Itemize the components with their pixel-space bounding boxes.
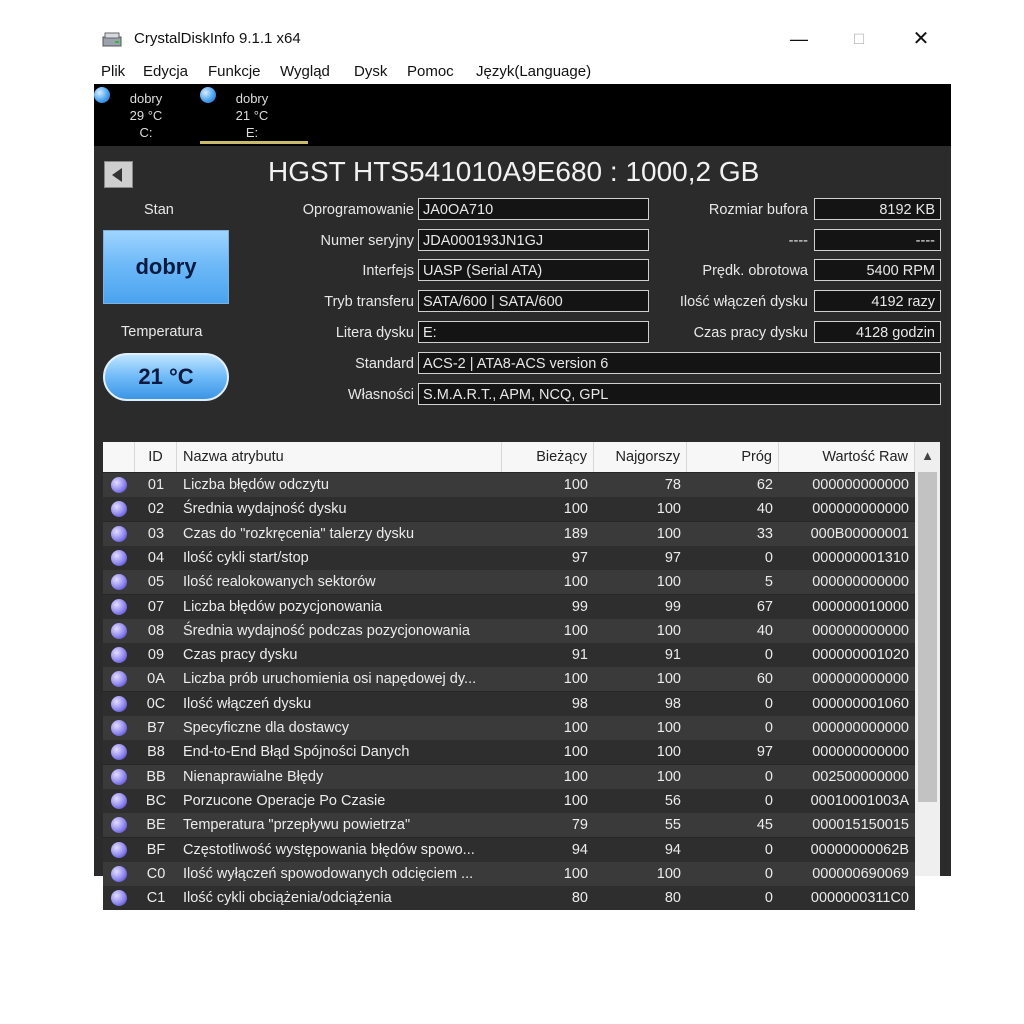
drive-letter: C:: [139, 125, 153, 140]
table-row[interactable]: [103, 522, 915, 546]
cell-id: 02: [147, 501, 165, 518]
table-row[interactable]: [103, 667, 915, 691]
cell-id: 0C: [146, 695, 166, 712]
status-good-icon: [111, 671, 127, 687]
status-good-icon: [111, 623, 127, 639]
cell-threshold: 0: [764, 768, 773, 785]
header-status: [103, 442, 135, 472]
drive-status: dobry: [129, 91, 163, 106]
cell-threshold: 0: [764, 792, 773, 809]
cell-raw: 000000001060: [812, 695, 909, 712]
status-good-icon: [111, 744, 127, 760]
cell-raw: 00010001003A: [810, 792, 909, 809]
cell-current: 99: [571, 598, 588, 615]
cell-name: Średnia wydajność podczas pozycjonowania: [183, 622, 470, 639]
header-id[interactable]: ID: [135, 442, 177, 472]
cell-current: 94: [571, 841, 588, 858]
cell-raw: 000015150015: [812, 817, 909, 834]
status-good-icon: [111, 720, 127, 736]
menu-disk[interactable]: Dysk: [354, 63, 388, 80]
header-threshold[interactable]: Próg: [687, 442, 779, 472]
drive-tabs: [94, 84, 951, 146]
scroll-thumb[interactable]: [918, 472, 937, 802]
table-row[interactable]: [103, 765, 915, 789]
cell-id: 0A: [147, 671, 165, 688]
cell-threshold: 0: [764, 695, 773, 712]
cell-current: 100: [563, 622, 588, 639]
firmware-value: JA0OA710: [418, 198, 649, 220]
cell-worst: 99: [664, 598, 681, 615]
cell-current: 189: [563, 525, 588, 542]
cell-current: 100: [563, 501, 588, 518]
table-row[interactable]: [103, 497, 915, 521]
transfer-mode-value: SATA/600 | SATA/600: [418, 290, 649, 312]
power-on-hours-label: Czas pracy dysku: [693, 325, 808, 341]
table-row[interactable]: [103, 716, 915, 740]
cell-id: C1: [146, 890, 166, 907]
header-current[interactable]: Bieżący: [502, 442, 594, 472]
menu-bar: [94, 60, 951, 84]
table-row[interactable]: [103, 473, 915, 497]
cell-threshold: 0: [764, 841, 773, 858]
cell-name: Ilość realokowanych sektorów: [183, 574, 376, 591]
drive-letter-label: Litera dysku: [335, 325, 414, 341]
cell-id: B8: [147, 744, 165, 761]
cell-worst: 100: [656, 525, 681, 542]
cell-threshold: 62: [756, 477, 773, 493]
table-row[interactable]: [103, 643, 915, 667]
cell-current: 98: [571, 695, 588, 712]
cell-worst: 78: [664, 477, 681, 493]
cell-raw: 000000000000: [812, 720, 909, 736]
table-header: [103, 442, 915, 472]
cell-current: 91: [571, 647, 588, 664]
cell-raw: 000000000000: [812, 501, 909, 518]
app-window: [94, 20, 951, 907]
status-good-icon: [111, 793, 127, 809]
cell-raw: 000000001310: [812, 549, 909, 566]
cell-id: 03: [147, 525, 165, 542]
drive-tab-c[interactable]: [94, 84, 202, 146]
header-worst[interactable]: Najgorszy: [594, 442, 687, 472]
cell-raw: 000000010000: [812, 598, 909, 615]
status-good-icon: [111, 647, 127, 663]
status-good-icon: [94, 87, 110, 103]
status-good-icon: [111, 866, 127, 882]
drive-letter: E:: [245, 125, 259, 140]
cell-threshold: 45: [756, 817, 773, 834]
status-good-icon: [111, 890, 127, 906]
cell-name: Liczba prób uruchomienia osi napędowej dy...: [183, 671, 477, 688]
table-row[interactable]: [103, 886, 915, 910]
cell-worst: 56: [664, 792, 681, 809]
table-row[interactable]: [103, 619, 915, 643]
cell-id: 01: [147, 477, 165, 493]
title-bar: [94, 20, 951, 58]
cell-threshold: 0: [764, 865, 773, 882]
cell-current: 100: [563, 768, 588, 785]
status-good-icon: [111, 550, 127, 566]
rotation-speed-value: 5400 RPM: [814, 259, 941, 281]
cell-worst: 94: [664, 841, 681, 858]
blank-label: ----: [788, 233, 808, 249]
power-on-count-label: Ilość włączeń dysku: [679, 294, 808, 310]
cell-raw: 0000000311C0: [810, 890, 909, 907]
table-row[interactable]: [103, 546, 915, 570]
cell-id: 08: [147, 622, 165, 639]
cell-name: Nienaprawialne Błędy: [183, 768, 324, 785]
status-good-icon: [111, 477, 127, 493]
cell-current: 100: [563, 744, 588, 761]
cell-id: BC: [145, 792, 167, 809]
cell-name: Ilość włączeń dysku: [183, 695, 312, 712]
cell-current: 100: [563, 574, 588, 591]
buffer-size-label: Rozmiar bufora: [708, 202, 808, 218]
status-good-icon: [111, 817, 127, 833]
cell-worst: 100: [656, 501, 681, 518]
table-row[interactable]: [103, 692, 915, 716]
menu-language[interactable]: Język(Language): [476, 63, 592, 80]
cell-worst: 100: [656, 622, 681, 639]
status-good-icon: [111, 696, 127, 712]
table-row[interactable]: [103, 740, 915, 764]
cell-name: Ilość wyłączeń spowodowanych odcięciem ...: [183, 865, 474, 882]
cell-threshold: 0: [764, 720, 773, 736]
previous-disk-button[interactable]: [104, 161, 133, 188]
maximize-button[interactable]: ☐: [852, 31, 866, 47]
cell-current: 79: [571, 817, 588, 834]
serial-value: JDA000193JN1GJ: [418, 229, 649, 251]
cell-threshold: 0: [764, 549, 773, 566]
cell-threshold: 40: [756, 501, 773, 518]
menu-help[interactable]: Pomoc: [407, 63, 454, 80]
cell-current: 100: [563, 865, 588, 882]
cell-name: Ilość cykli start/stop: [183, 549, 309, 566]
cell-name: Liczba błędów pozycjonowania: [183, 598, 383, 615]
temperature-label: Temperatura: [121, 324, 203, 340]
features-label: Własności: [347, 387, 414, 403]
status-good-icon: [111, 842, 127, 858]
cell-raw: 000000000000: [812, 671, 909, 688]
table-row[interactable]: [103, 570, 915, 594]
scroll-up-icon[interactable]: ▲: [921, 448, 934, 463]
cell-worst: 98: [664, 695, 681, 712]
status-label: Stan: [144, 202, 174, 218]
cell-worst: 100: [656, 720, 681, 736]
cell-raw: 000000000000: [812, 477, 909, 493]
interface-label: Interfejs: [362, 263, 414, 279]
cell-current: 100: [563, 671, 588, 688]
disk-title: HGST HTS541010A9E680 : 1000,2 GB: [268, 156, 760, 187]
cell-raw: 000000000000: [812, 622, 909, 639]
status-good-icon: [111, 574, 127, 590]
menu-functions[interactable]: Funkcje: [208, 63, 261, 80]
drive-temp: 29 °C: [129, 108, 163, 123]
cell-raw: 002500000000: [812, 768, 909, 785]
cell-worst: 100: [656, 671, 681, 688]
cell-current: 100: [563, 720, 588, 736]
cell-current: 100: [563, 792, 588, 809]
cell-worst: 55: [664, 817, 681, 834]
cell-name: Porzucone Operacje Po Czasie: [183, 792, 386, 809]
cell-current: 100: [563, 477, 588, 493]
cell-raw: 00000000062B: [810, 841, 909, 858]
buffer-size-value: 8192 KB: [814, 198, 941, 220]
cell-id: BF: [146, 841, 166, 858]
status-good-icon: [111, 599, 127, 615]
cell-raw: 000B00000001: [810, 525, 909, 542]
cell-worst: 100: [656, 768, 681, 785]
cell-threshold: 40: [756, 622, 773, 639]
status-good-icon: [200, 87, 216, 103]
health-status-button[interactable]: dobry: [103, 230, 229, 304]
cell-id: 04: [147, 549, 165, 566]
cell-name: Temperatura "przepływu powietrza": [183, 817, 411, 834]
menu-view[interactable]: Wygląd: [280, 63, 330, 80]
status-good-icon: [111, 769, 127, 785]
table-row[interactable]: [103, 813, 915, 837]
cell-name: Czas pracy dysku: [183, 647, 298, 664]
blank-value: ----: [814, 229, 941, 251]
drive-letter-value: E:: [418, 321, 649, 343]
menu-edit[interactable]: Edycja: [143, 63, 189, 80]
cell-current: 80: [571, 890, 588, 907]
cell-raw: 000000001020: [812, 647, 909, 664]
cell-name: Czas do "rozkręcenia" talerzy dysku: [183, 525, 415, 542]
power-on-count-value: 4192 razy: [814, 290, 941, 312]
minimize-button[interactable]: —: [790, 29, 808, 49]
standard-label: Standard: [355, 356, 414, 372]
cell-id: C0: [146, 865, 166, 882]
table-row[interactable]: [103, 838, 915, 862]
window-title: CrystalDiskInfo 9.1.1 x64: [134, 30, 301, 47]
close-button[interactable]: ✕: [912, 28, 930, 50]
cell-name: Średnia wydajność dysku: [183, 501, 347, 518]
cell-id: B7: [147, 720, 165, 736]
cell-worst: 100: [656, 574, 681, 591]
cell-id: 05: [147, 574, 165, 591]
cell-name: Specyficzne dla dostawcy: [183, 720, 350, 736]
cell-raw: 000000690069: [812, 865, 909, 882]
cell-current: 97: [571, 549, 588, 566]
drive-tab-e[interactable]: [200, 84, 308, 146]
cell-raw: 000000000000: [812, 744, 909, 761]
cell-worst: 100: [656, 744, 681, 761]
cell-name: Ilość cykli obciążenia/odciążenia: [183, 890, 392, 907]
cell-threshold: 5: [764, 574, 773, 591]
table-row[interactable]: [103, 789, 915, 813]
cell-raw: 000000000000: [812, 574, 909, 591]
table-row[interactable]: [103, 595, 915, 619]
cell-id: 07: [147, 598, 165, 615]
rotation-speed-label: Prędk. obrotowa: [702, 263, 808, 279]
header-raw[interactable]: Wartość Raw: [779, 442, 915, 472]
cell-threshold: 97: [756, 744, 773, 761]
serial-label: Numer seryjny: [320, 233, 414, 249]
cell-worst: 91: [664, 647, 681, 664]
interface-value: UASP (Serial ATA): [418, 259, 649, 281]
cell-worst: 97: [664, 549, 681, 566]
cell-name: Liczba błędów odczytu: [183, 477, 329, 493]
cell-threshold: 0: [764, 647, 773, 664]
cell-id: BB: [146, 768, 166, 785]
cell-worst: 80: [664, 890, 681, 907]
drive-temp: 21 °C: [235, 108, 269, 123]
cell-threshold: 67: [756, 598, 773, 615]
table-row[interactable]: [103, 862, 915, 886]
app-disk-icon: [102, 31, 122, 48]
cell-threshold: 60: [756, 671, 773, 688]
transfer-mode-label: Tryb transferu: [324, 294, 414, 310]
firmware-label: Oprogramowanie: [302, 202, 414, 218]
cell-name: Częstotliwość występowania błędów spowo...: [183, 841, 475, 858]
disk-info-panel: [94, 146, 951, 907]
smart-attributes-table[interactable]: [103, 442, 940, 907]
active-tab-indicator: [200, 141, 308, 144]
drive-status: dobry: [235, 91, 269, 106]
cell-name: End-to-End Błąd Spójności Danych: [183, 744, 410, 761]
cell-worst: 100: [656, 865, 681, 882]
cell-id: 09: [147, 647, 165, 664]
standard-value: ACS-2 | ATA8-ACS version 6: [418, 352, 941, 374]
status-good-icon: [111, 501, 127, 517]
features-value: S.M.A.R.T., APM, NCQ, GPL: [418, 383, 941, 405]
vertical-scrollbar[interactable]: [915, 442, 940, 876]
header-name[interactable]: Nazwa atrybutu: [177, 442, 502, 472]
power-on-hours-value: 4128 godzin: [814, 321, 941, 343]
menu-file[interactable]: Plik: [101, 63, 126, 80]
cell-threshold: 0: [764, 890, 773, 907]
temperature-display[interactable]: 21 °C: [103, 353, 229, 401]
cell-threshold: 33: [756, 525, 773, 542]
status-good-icon: [111, 526, 127, 542]
cell-id: BE: [146, 817, 166, 834]
